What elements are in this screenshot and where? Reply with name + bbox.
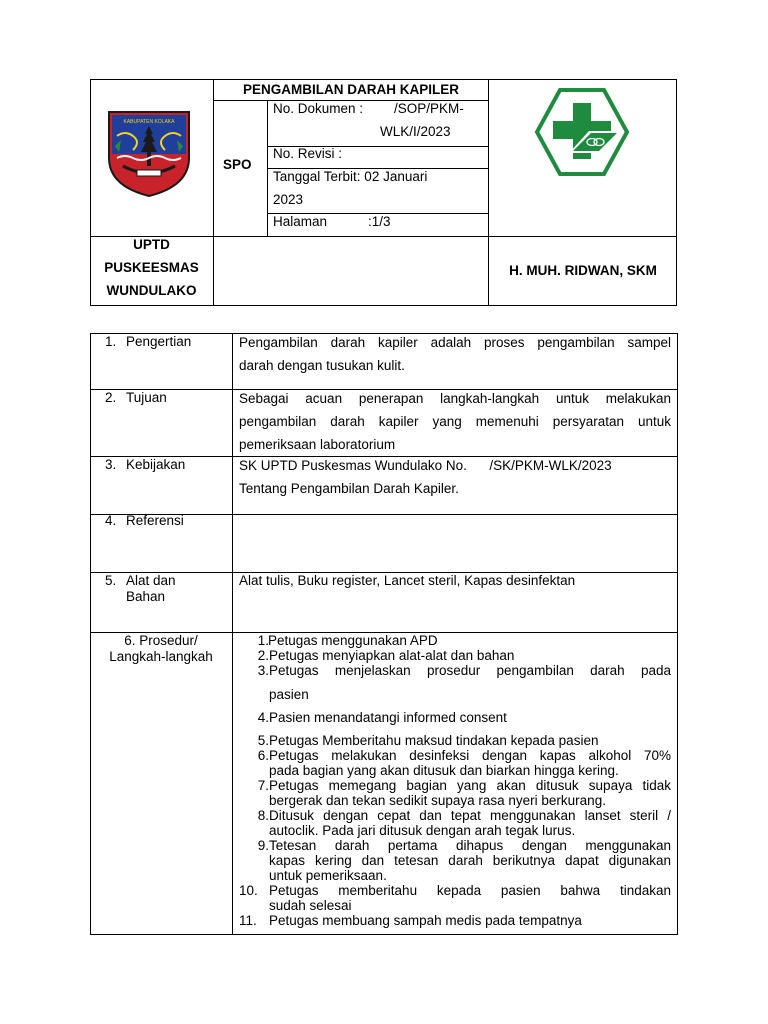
section-body-alat-bahan: Alat tulis, Buku register, Lancet steril, Kapas desinfektan — [239, 573, 576, 588]
step-number: 8. — [257, 808, 269, 823]
regency-crest-logo — [103, 106, 195, 198]
step-number: 3. — [257, 663, 269, 678]
step-line: Tetesan darah pertama dihapus dengan menggunakan — [269, 838, 671, 853]
label-line: Langkah-langkah — [109, 649, 213, 664]
step-line: bergerak dan tekan sedikit supaya rasa nyeri berkurang. — [269, 793, 606, 808]
document-title: PENGAMBILAN DARAH KAPILER — [243, 82, 459, 97]
step-number: 10. — [239, 883, 258, 898]
step-line: Ditusuk dengan cepat dan tepat menggunakan lanset steril / — [269, 808, 671, 823]
organization-line: UPTD — [133, 237, 170, 252]
section-label-alat-bahan — [126, 573, 176, 605]
step-number: 9. — [257, 838, 269, 853]
step-number: 6. — [257, 748, 269, 763]
step-line: kapas kering dan tetesan darah berikutnya dapat digunakan — [269, 853, 671, 868]
step-number: 2. — [257, 648, 269, 663]
label-line: Alat dan — [126, 573, 176, 588]
body-line: Tentang Pengambilan Darah Kapiler. — [239, 481, 459, 496]
step-line: Petugas memegang bagian yang akan ditusuk supaya tidak — [269, 778, 671, 793]
step-line: Petugas melakukan desinfeksi dengan kapas alkohol 70% — [269, 748, 671, 763]
procedure-steps — [239, 633, 671, 928]
step-line: Pasien menandatangi informed consent — [269, 710, 507, 725]
body-line: Pengambilan darah kapiler adalah proses pengambilan sampel — [239, 335, 671, 350]
procedure-step — [239, 648, 671, 663]
step-line: untuk pemeriksaan. — [269, 868, 387, 883]
step-number: 1. — [257, 633, 269, 648]
issue-date-year: 2023 — [273, 192, 304, 207]
section-number: 4. — [105, 513, 117, 528]
section-label-referensi: Referensi — [126, 513, 184, 528]
label-line: Bahan — [126, 589, 166, 604]
body-line: darah dengan tusukan kulit. — [239, 358, 405, 373]
doc-number-value: WLK/I/2023 — [380, 124, 451, 139]
step-line: Petugas menggunakan APD — [268, 633, 438, 648]
procedure-step — [239, 748, 671, 778]
procedure-step — [239, 913, 671, 928]
step-line: Petugas Memberitahu maksud tindakan kepada pasien — [269, 733, 599, 748]
procedure-step — [239, 778, 671, 808]
label-line: 6. Prosedur/ — [124, 633, 198, 648]
procedure-step — [239, 808, 671, 838]
step-number: 4. — [257, 710, 269, 725]
organization-name — [90, 233, 213, 302]
procedure-step — [239, 663, 671, 706]
issue-date: Tanggal Terbit: 02 Januari — [273, 169, 428, 184]
section-number: 5. — [105, 573, 117, 588]
step-line: pada bagian yang akan ditusuk dan biarkan hingga kering. — [269, 763, 619, 778]
section-label-tujuan: Tujuan — [126, 390, 167, 405]
procedure-step — [239, 633, 671, 648]
procedure-step — [239, 710, 671, 725]
page-value: :1/3 — [368, 214, 391, 229]
section-label-pengertian: Pengertian — [126, 334, 192, 349]
body-line: Sebagai acuan penerapan langkah-langkah untuk melakukan — [239, 391, 671, 406]
step-line: sudah selesai — [269, 898, 352, 913]
procedure-step — [239, 883, 671, 913]
doc-number-value: /SOP/PKM- — [394, 101, 464, 116]
body-line: pengambilan darah kapiler yang memenuhi persyaratan untuk — [239, 414, 671, 429]
organization-line: PUSKEESMAS — [104, 260, 199, 275]
step-line: Petugas menjelaskan prosedur pengambilan darah pada — [269, 663, 671, 678]
section-body-kebijakan — [239, 454, 671, 500]
content-column-divider — [232, 333, 233, 935]
header-divider — [213, 79, 214, 306]
signatory-name: H. MUH. RIDWAN, SKM — [509, 263, 657, 278]
step-line: autoclik. Pada jari ditusuk dengan arah tegak lurus. — [269, 823, 576, 838]
section-label-prosedur — [90, 633, 232, 665]
body-line: pemeriksaan laboratorium — [239, 437, 396, 452]
section-number: 2. — [105, 390, 117, 405]
procedure-step — [239, 838, 671, 883]
organization-line: WUNDULAKO — [106, 283, 197, 298]
step-line: pasien — [269, 687, 309, 702]
step-line: Petugas memberitahu kepada pasien bahwa tindakan — [269, 883, 671, 898]
section-number: 1. — [105, 334, 117, 349]
step-number: 11. — [239, 913, 257, 928]
section-body-tujuan — [239, 387, 671, 456]
doc-number-label: No. Dokumen : — [273, 101, 364, 116]
section-body-pengertian — [239, 331, 671, 377]
section-number: 3. — [105, 457, 117, 472]
section-label-kebijakan: Kebijakan — [126, 457, 186, 472]
page-label: Halaman — [273, 214, 328, 229]
step-number: 7. — [257, 778, 269, 793]
puskesmas-logo — [533, 87, 631, 177]
step-line: Petugas membuang sampah medis pada tempatnya — [269, 913, 582, 928]
step-number: 5. — [257, 733, 269, 748]
procedure-step — [239, 733, 671, 748]
crest-caption: KABUPATEN KOLAKA — [123, 119, 175, 125]
revision-field: No. Revisi : — [273, 146, 343, 161]
body-line: SK UPTD Puskesmas Wundulako No. /SK/PKM-WLK/2023 — [239, 458, 612, 473]
step-line: Petugas menyiapkan alat-alat dan bahan — [269, 648, 515, 663]
spo-label: SPO — [223, 157, 252, 172]
